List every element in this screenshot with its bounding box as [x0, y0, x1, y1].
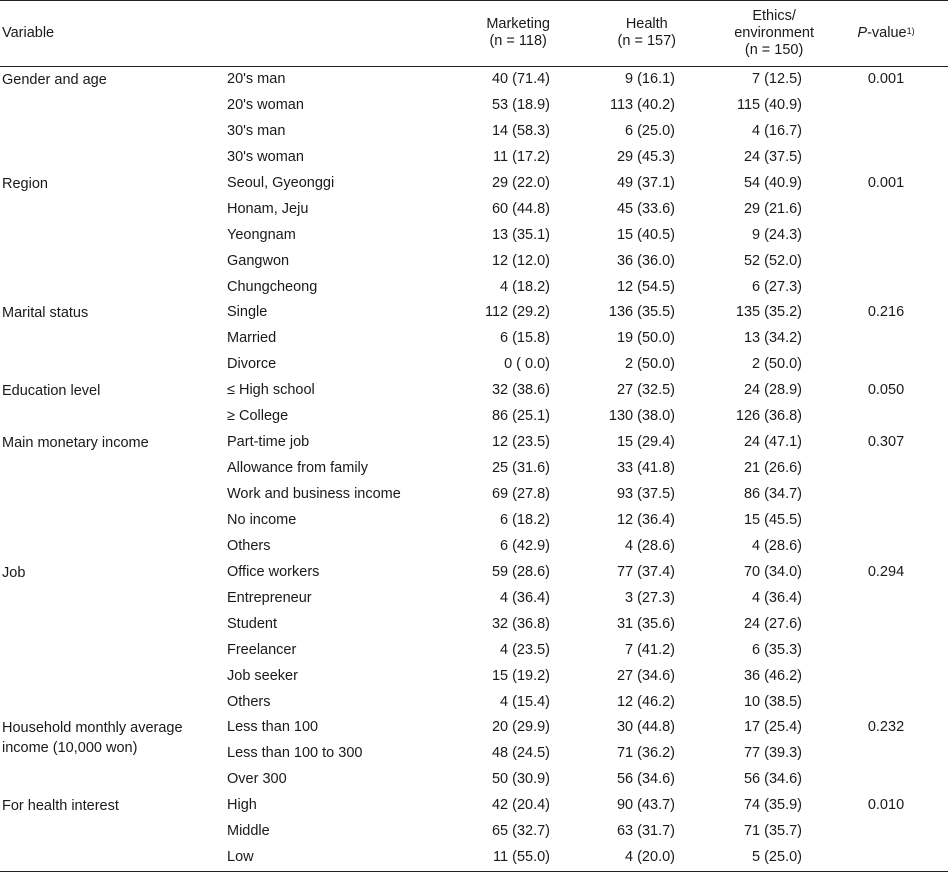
table-row	[0, 482, 948, 508]
cell-ethics: 77 (39.3)	[743, 745, 802, 762]
cell-ethics: 126 (36.8)	[735, 408, 802, 425]
cell-category: Single	[227, 304, 268, 321]
table-row	[0, 741, 948, 767]
cell-marketing: 11 (17.2)	[493, 148, 550, 165]
cell-variable: Gender and age	[2, 72, 107, 88]
cell-variable: Marital status	[2, 305, 89, 322]
cell-category: Over 300	[227, 771, 287, 788]
cell-category: No income	[227, 511, 297, 528]
header-p-value-text	[857, 25, 914, 42]
cell-health: 12 (36.4)	[616, 511, 675, 528]
cell-health: 36 (36.0)	[616, 252, 675, 269]
cell-marketing: 12 (12.0)	[491, 252, 550, 269]
cell-ethics: 135 (35.2)	[735, 304, 802, 321]
cell-category: 20's man	[227, 71, 286, 87]
table-row	[0, 612, 948, 638]
cell-ethics: 54 (40.9)	[743, 174, 802, 191]
cell-marketing: 12 (23.5)	[491, 434, 550, 451]
cell-category: Part-time job	[227, 434, 310, 451]
cell-marketing: 59 (28.6)	[491, 563, 550, 580]
cell-marketing: 20 (29.9)	[491, 719, 550, 736]
cell-category: Chungcheong	[227, 278, 318, 295]
cell-ethics: 6 (27.3)	[752, 278, 802, 295]
cell-p-value: 0.294	[867, 563, 905, 580]
cell-category: Divorce	[227, 356, 277, 373]
table-row	[0, 326, 948, 352]
table-row	[0, 352, 948, 378]
cell-marketing: 13 (35.1)	[491, 226, 550, 243]
cell-ethics: 17 (25.4)	[743, 719, 802, 736]
cell-ethics: 56 (34.6)	[743, 771, 802, 788]
table-row	[0, 690, 948, 716]
cell-health: 49 (37.1)	[616, 174, 675, 191]
cell-ethics: 7 (12.5)	[752, 71, 802, 87]
table-row	[0, 456, 948, 482]
table-row	[0, 223, 948, 249]
cell-category: 30's man	[227, 122, 286, 139]
cell-marketing: 15 (19.2)	[491, 667, 550, 684]
cell-marketing: 112 (29.2)	[484, 304, 550, 321]
cell-category: Student	[227, 615, 277, 632]
header-ethics-text: Ethics/ environment (n = 150)	[734, 7, 814, 58]
cell-marketing: 4 (15.4)	[500, 693, 550, 710]
cell-health: 31 (35.6)	[616, 615, 675, 632]
cell-category: Less than 100	[227, 719, 319, 736]
header-marketing-text: Marketing (n = 118)	[486, 16, 550, 49]
cell-marketing: 69 (27.8)	[491, 486, 550, 502]
cell-category: ≤ High school	[227, 382, 315, 399]
cell-marketing: 4 (36.4)	[500, 589, 550, 606]
cell-ethics: 4 (16.7)	[752, 122, 802, 139]
cell-ethics: 71 (35.7)	[743, 823, 802, 840]
header-variable	[2, 0, 202, 66]
cell-ethics: 6 (35.3)	[752, 641, 802, 658]
table-row	[0, 845, 948, 871]
p-italic: P	[857, 24, 868, 41]
cell-marketing: 29 (22.0)	[491, 174, 550, 191]
cell-ethics: 70 (34.0)	[743, 563, 802, 580]
cell-health: 93 (37.5)	[616, 486, 675, 502]
cell-p-value: 0.001	[867, 71, 905, 87]
cell-p-value: 0.216	[867, 304, 905, 321]
cell-marketing: 6 (15.8)	[500, 330, 550, 347]
table-row	[0, 249, 948, 275]
cell-variable: Education level	[2, 383, 101, 400]
cell-ethics: 52 (52.0)	[743, 252, 802, 269]
cell-marketing: 6 (18.2)	[500, 511, 550, 528]
cell-category: Others	[227, 537, 271, 554]
cell-category: 20's woman	[227, 96, 304, 113]
cell-ethics: 21 (26.6)	[743, 460, 802, 477]
cell-category: Entrepreneur	[227, 589, 312, 606]
cell-health: 3 (27.3)	[625, 589, 675, 606]
cell-health: 29 (45.3)	[616, 148, 675, 165]
cell-ethics: 24 (37.5)	[743, 148, 802, 165]
cell-ethics: 29 (21.6)	[743, 200, 802, 217]
cell-ethics: 36 (46.2)	[743, 667, 802, 684]
cell-marketing: 14 (58.3)	[491, 122, 550, 139]
cell-marketing: 60 (44.8)	[491, 200, 550, 217]
table-row	[0, 534, 948, 560]
cell-ethics: 86 (34.7)	[743, 486, 802, 502]
table-body	[0, 67, 948, 871]
table-row	[0, 378, 948, 404]
header-variable-text: Variable	[2, 24, 55, 41]
cell-ethics: 10 (38.5)	[743, 693, 802, 710]
cell-category: Honam, Jeju	[227, 200, 309, 217]
cell-health: 27 (32.5)	[616, 382, 675, 399]
cell-category: Middle	[227, 823, 270, 840]
cell-marketing: 48 (24.5)	[491, 745, 550, 762]
cell-health: 136 (35.5)	[608, 304, 675, 321]
table-row	[0, 171, 948, 197]
cell-p-value: 0.050	[867, 382, 905, 399]
cell-variable: Region	[2, 175, 48, 192]
cell-marketing: 32 (36.8)	[491, 615, 550, 632]
cell-ethics: 5 (25.0)	[752, 849, 802, 866]
cell-ethics: 13 (34.2)	[743, 330, 802, 347]
cell-marketing: 6 (42.9)	[500, 537, 550, 554]
cell-health: 90 (43.7)	[616, 797, 675, 814]
table-row	[0, 664, 948, 690]
cell-category: Job seeker	[227, 667, 298, 684]
cell-marketing: 4 (18.2)	[500, 278, 550, 295]
cell-health: 4 (28.6)	[625, 537, 675, 554]
table-row	[0, 638, 948, 664]
cell-category: Gangwon	[227, 252, 290, 269]
cell-category: Office workers	[227, 563, 320, 580]
cell-marketing: 32 (38.6)	[491, 382, 550, 399]
cell-marketing: 4 (23.5)	[500, 641, 550, 658]
table-row	[0, 767, 948, 793]
table-bottom-rule	[0, 871, 948, 872]
cell-variable: Main monetary income	[2, 435, 149, 452]
cell-health: 4 (20.0)	[625, 849, 675, 866]
table-row	[0, 93, 948, 119]
cell-ethics: 74 (35.9)	[743, 797, 802, 814]
cell-category: Married	[227, 330, 277, 347]
table-row	[0, 430, 948, 456]
cell-category: Work and business income	[227, 486, 401, 502]
table-row	[0, 560, 948, 586]
cell-health: 6 (25.0)	[625, 122, 675, 139]
cell-ethics: 24 (47.1)	[743, 434, 802, 451]
cell-category: Others	[227, 693, 271, 710]
cell-p-value: 0.010	[867, 797, 905, 814]
table-row	[0, 197, 948, 223]
cell-ethics: 2 (50.0)	[752, 356, 802, 373]
cell-marketing: 53 (18.9)	[491, 96, 550, 113]
p-suffix: -value	[867, 24, 907, 41]
cell-ethics: 9 (24.3)	[752, 226, 802, 243]
cell-category: Low	[227, 849, 254, 866]
p-footnote-mark: 1)	[906, 25, 915, 36]
cell-variable: Job	[2, 564, 26, 581]
table-row	[0, 508, 948, 534]
cell-p-value: 0.307	[867, 434, 905, 451]
cell-category: Yeongnam	[227, 226, 296, 243]
table-row	[0, 586, 948, 612]
cell-category: Seoul, Gyeonggi	[227, 174, 335, 191]
cell-health: 130 (38.0)	[608, 408, 675, 425]
header-health	[580, 0, 676, 66]
table-row	[0, 819, 948, 845]
cell-health: 113 (40.2)	[609, 96, 675, 113]
cell-p-value: 0.001	[867, 174, 905, 191]
table-row	[0, 793, 948, 819]
cell-ethics: 24 (28.9)	[743, 382, 802, 399]
cell-health: 71 (36.2)	[616, 745, 675, 762]
cell-marketing: 50 (30.9)	[491, 771, 550, 788]
cell-variable: For health interest	[2, 798, 119, 815]
header-marketing	[452, 0, 550, 66]
cell-health: 56 (34.6)	[616, 771, 675, 788]
cell-health: 12 (46.2)	[616, 693, 675, 710]
cell-marketing: 25 (31.6)	[491, 460, 550, 477]
table-row	[0, 145, 948, 171]
cell-ethics: 4 (36.4)	[752, 589, 802, 606]
cell-ethics: 115 (40.9)	[736, 96, 802, 113]
table-row	[0, 275, 948, 301]
header-p-value	[836, 0, 936, 66]
cell-marketing: 40 (71.4)	[491, 71, 550, 87]
cell-health: 12 (54.5)	[616, 278, 675, 295]
cell-health: 15 (29.4)	[616, 434, 675, 451]
cell-health: 33 (41.8)	[616, 460, 675, 477]
cell-health: 45 (33.6)	[616, 200, 675, 217]
cell-health: 2 (50.0)	[625, 356, 675, 373]
cell-category: Allowance from family	[227, 460, 369, 477]
table-row	[0, 404, 948, 430]
cell-category: ≥ College	[227, 408, 289, 425]
cell-health: 30 (44.8)	[616, 719, 675, 736]
table-row	[0, 119, 948, 145]
cell-health: 9 (16.1)	[625, 71, 675, 87]
cell-health: 7 (41.2)	[625, 641, 675, 658]
cell-health: 19 (50.0)	[616, 330, 675, 347]
cell-marketing: 42 (20.4)	[491, 797, 550, 814]
cell-marketing: 11 (55.0)	[493, 849, 550, 866]
table-row	[0, 300, 948, 326]
cell-ethics: 15 (45.5)	[743, 511, 802, 528]
cell-p-value: 0.232	[867, 719, 905, 736]
cell-variable: Household monthly average income (10,000 won)	[2, 720, 183, 757]
header-health-text: Health (n = 157)	[617, 16, 676, 49]
cell-marketing: 65 (32.7)	[491, 823, 550, 840]
cell-health: 77 (37.4)	[616, 563, 675, 580]
cell-ethics: 24 (27.6)	[743, 615, 802, 632]
cell-marketing: 0 ( 0.0)	[504, 356, 550, 373]
table-row	[0, 67, 948, 93]
cell-health: 63 (31.7)	[616, 823, 675, 840]
cell-category: 30's woman	[227, 148, 304, 165]
cell-health: 15 (40.5)	[616, 226, 675, 243]
cell-ethics: 4 (28.6)	[752, 537, 802, 554]
cell-category: Less than 100 to 300	[227, 745, 363, 762]
cell-category: Freelancer	[227, 641, 297, 658]
header-ethics-environment	[712, 0, 814, 66]
cell-category: High	[227, 797, 257, 814]
cell-marketing: 86 (25.1)	[491, 408, 550, 425]
cell-health: 27 (34.6)	[616, 667, 675, 684]
